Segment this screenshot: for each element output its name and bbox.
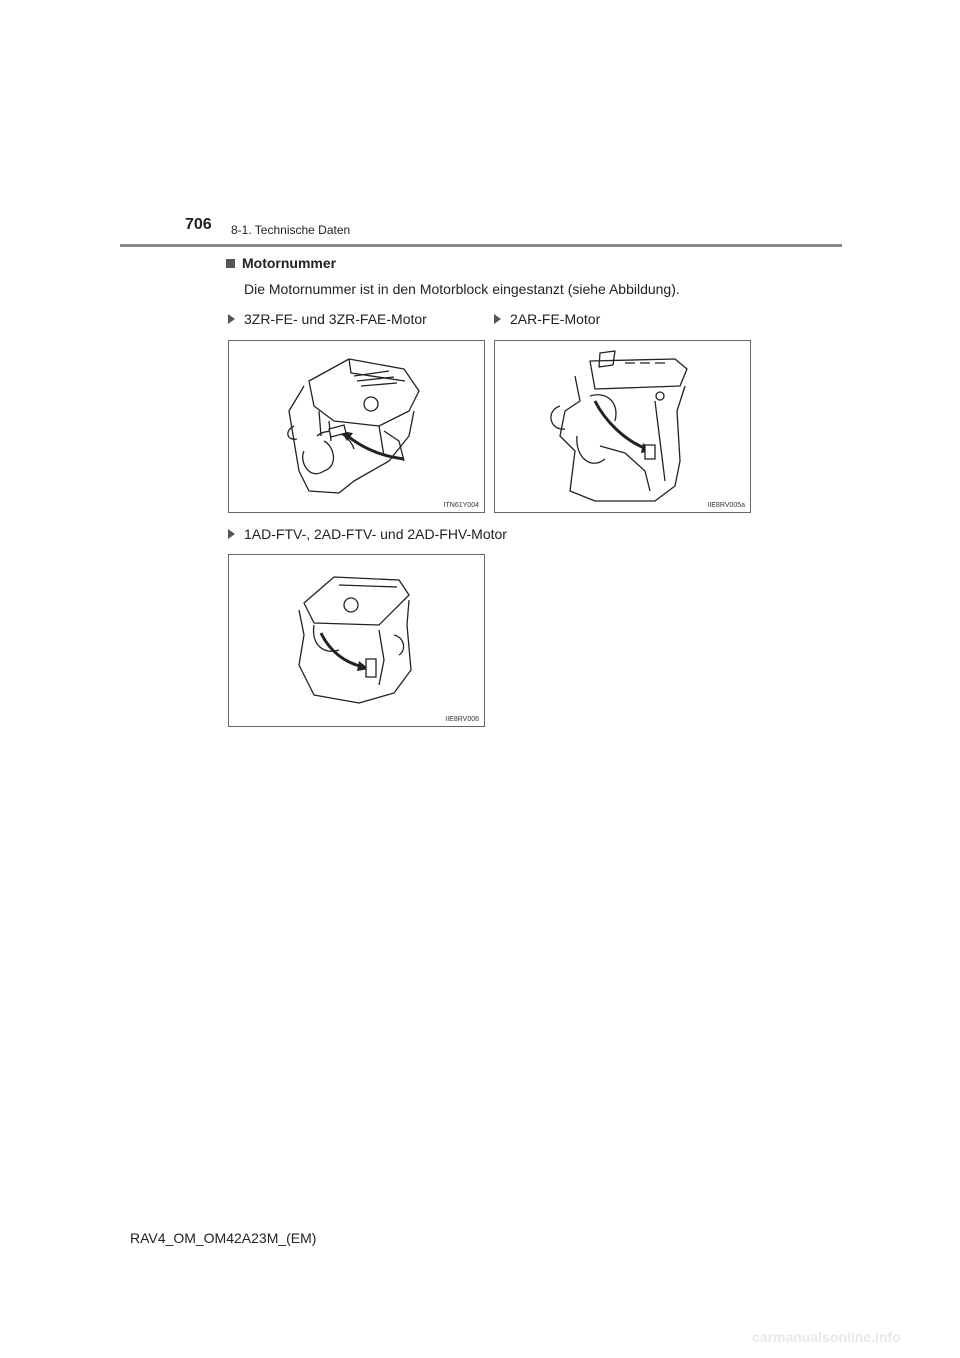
figure-code-2: IIE8RV005a [707, 502, 745, 509]
figure-code-1: ITN61Y004 [443, 502, 479, 509]
footer-document-code: RAV4_OM_OM42A23M_(EM) [130, 1230, 317, 1246]
figure-label-3 [228, 526, 507, 542]
section-heading-text: Motornummer [242, 255, 337, 271]
watermark: carmanualsonline.info [752, 1329, 901, 1345]
square-bullet-icon [226, 259, 235, 268]
figure-code-3: IIE8RV006 [445, 716, 479, 723]
figure-label-1-text: 3ZR-FE- und 3ZR-FAE-Motor [244, 311, 427, 327]
engine-figure-2 [494, 340, 751, 513]
section-body: Die Motornummer ist in den Motorblock eingestanzt (siehe Abbildung). [244, 281, 680, 297]
triangle-bullet-icon [228, 314, 235, 324]
header-rule [120, 244, 842, 247]
engine-figure-3 [228, 554, 485, 727]
figure-label-2-text: 2AR-FE-Motor [510, 311, 601, 327]
engine-illustration-3 [229, 555, 486, 728]
engine-illustration-2 [495, 341, 752, 514]
figure-label-2 [494, 311, 600, 327]
figure-label-1 [228, 311, 427, 327]
section-heading [226, 255, 336, 271]
triangle-bullet-icon [494, 314, 501, 324]
engine-figure-1 [228, 340, 485, 513]
triangle-bullet-icon [228, 529, 235, 539]
figure-label-3-text: 1AD-FTV-, 2AD-FTV- und 2AD-FHV-Motor [244, 526, 507, 542]
engine-illustration-1 [229, 341, 486, 514]
page-number: 706 [185, 216, 212, 233]
section-title: 8-1. Technische Daten [231, 223, 351, 237]
